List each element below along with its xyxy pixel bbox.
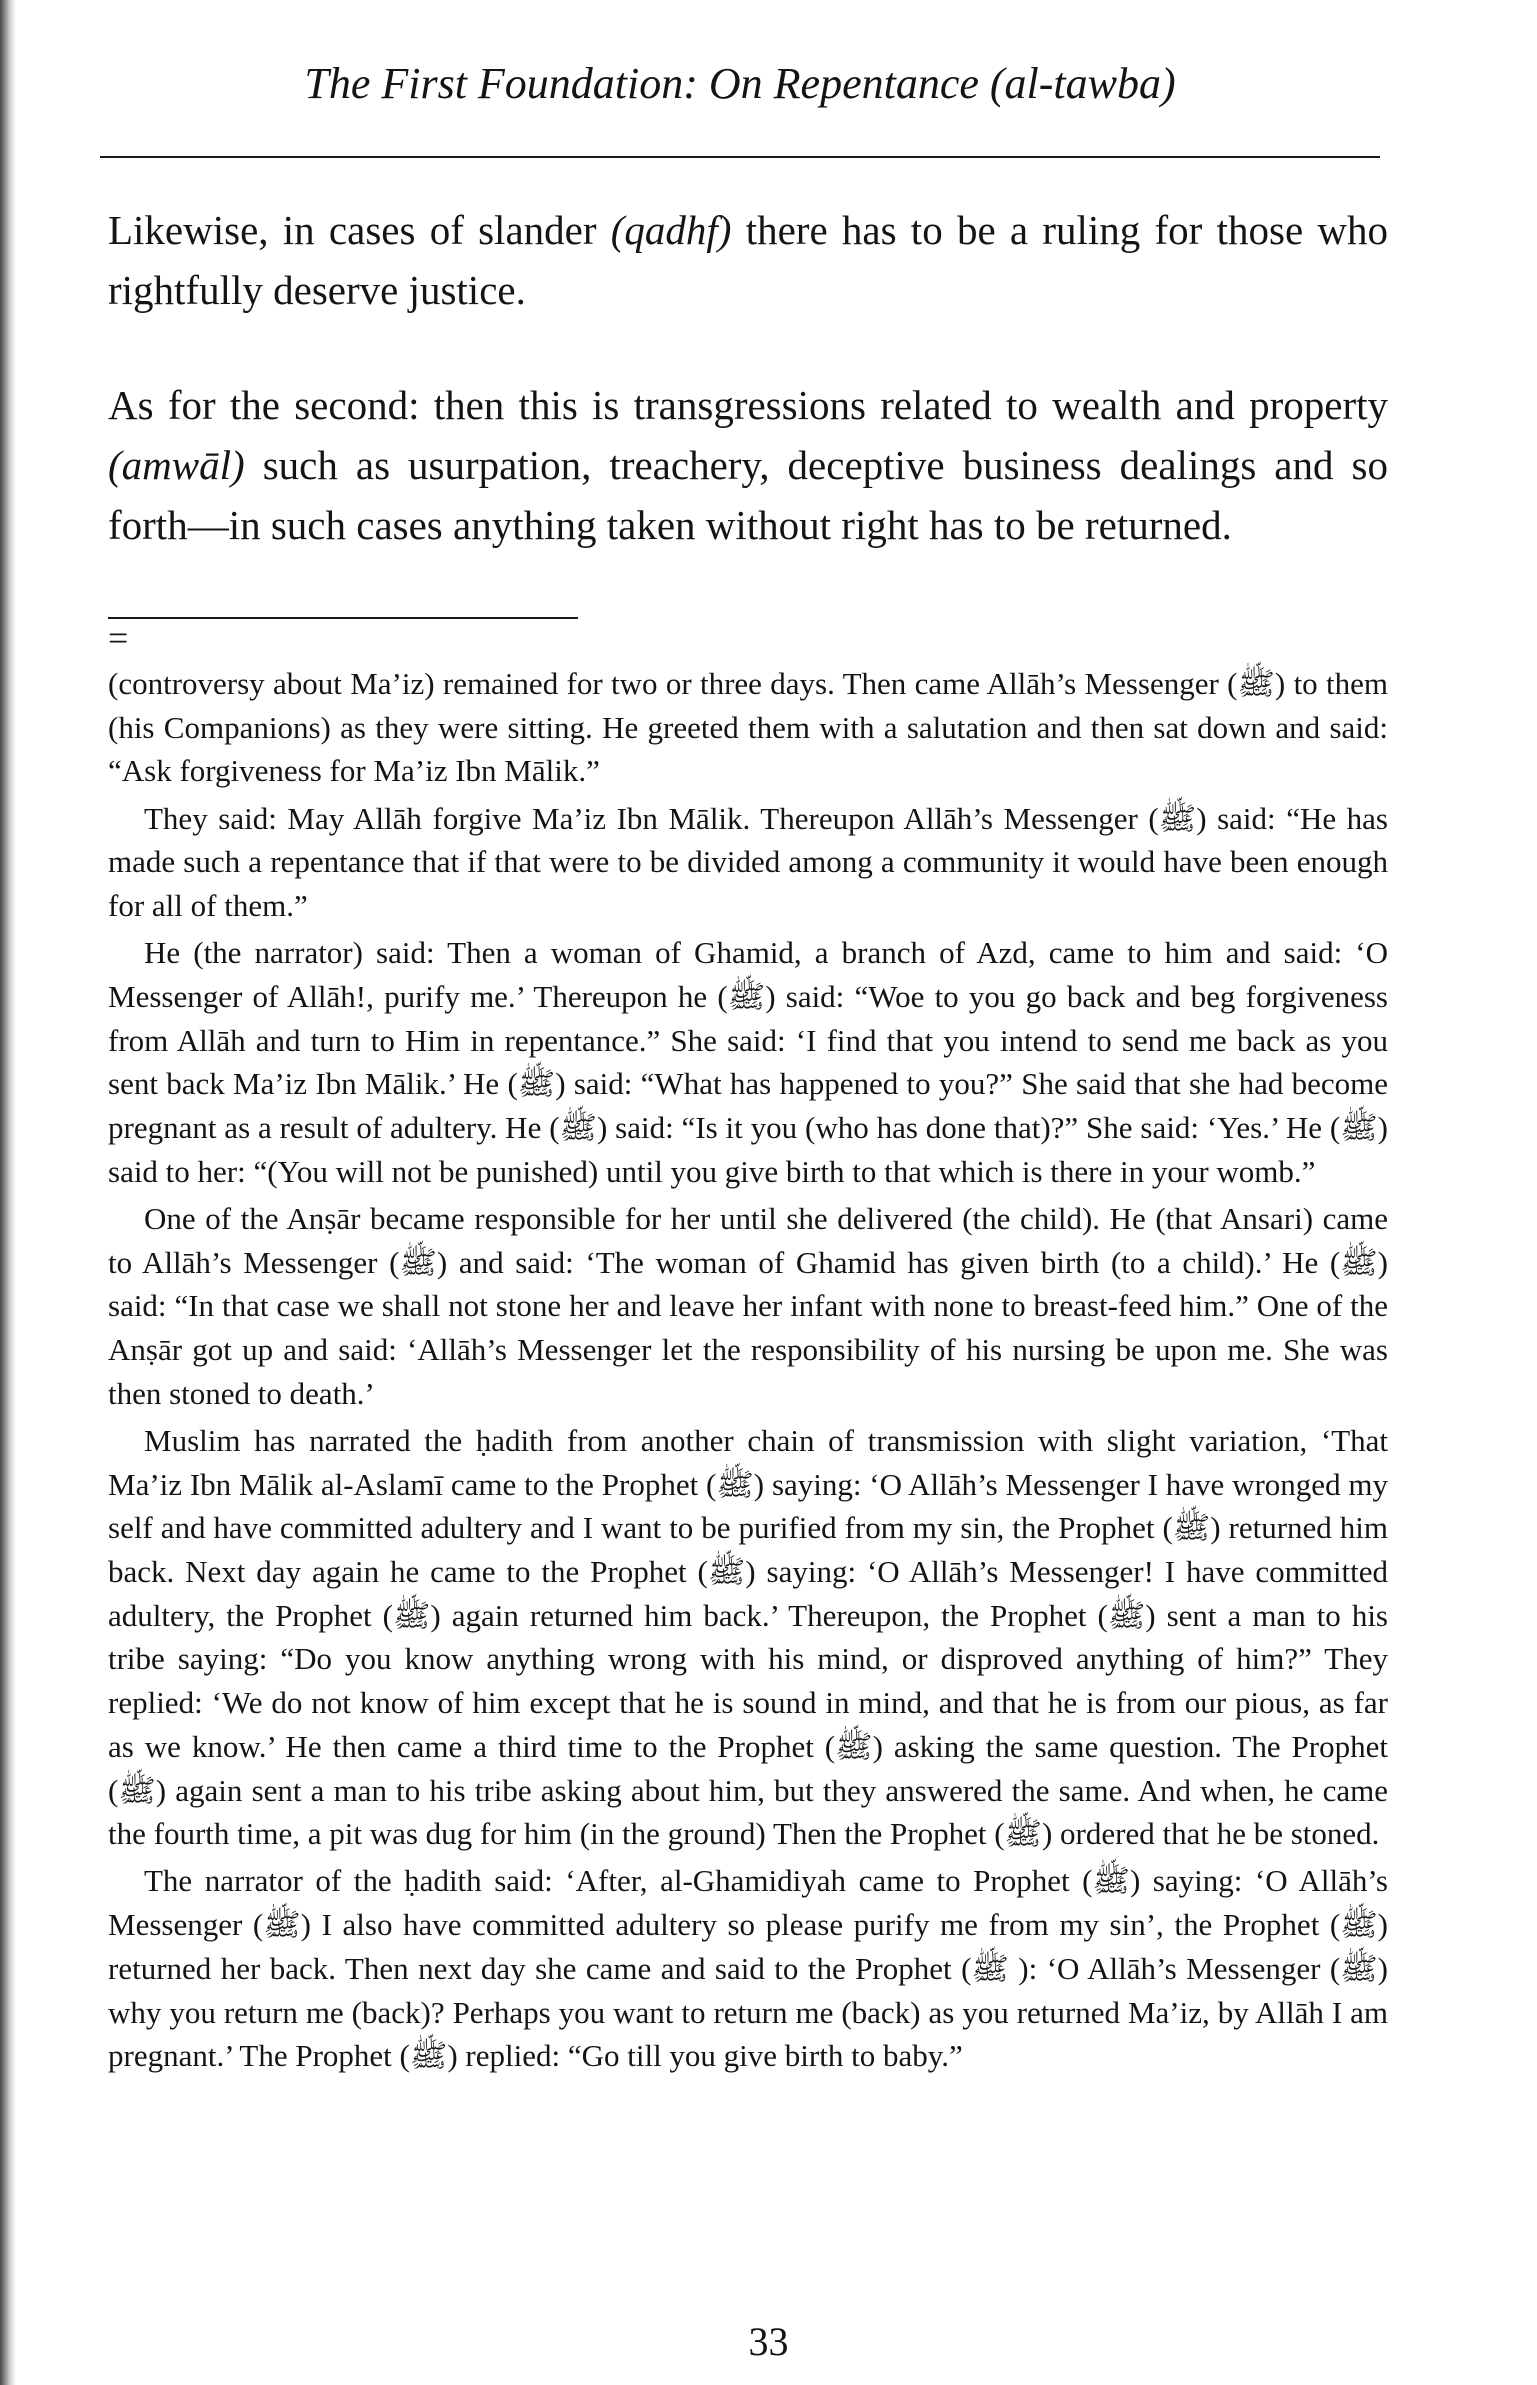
footnote-continuation-marker: = <box>108 618 129 658</box>
footnote-paragraph-4: One of the Anṣār became responsible for her until she delivered (the child). He (that Ansari) came to Allāh’s Messenger (ﷺ) and said: ‘The woman of Ghamid has given birth (to a child).’ He (ﷺ) said: “In that case we shall not stone her and leave her infant with none to breast-feed him.” One of the Anṣār got up and said: ‘Allāh’s Messenger let the responsibility of his nursing be upon me. She was then stoned to death.’ <box>108 1200 1388 1411</box>
footnote-paragraph-5: Muslim has narrated the ḥadith from another chain of transmission with slight variation, ‘That Ma’iz Ibn Mālik al-Aslamī came to the Prophet (ﷺ) saying: ‘O Allāh’s Messenger I have wronged my self and have committed adultery and I want to be purified from my sin, the Prophet (ﷺ) returned him back. Next day again he came to the Prophet (ﷺ) saying: ‘O Allāh’s Messenger! I have committed adultery, the Prophet (ﷺ) again returned him back.’ Thereupon, the Prophet (ﷺ) sent a man to his tribe saying: “Do you know anything wrong with his mind, or disproved anything of him?” They replied: ‘We do not know of him except that he is sound in mind, and that he is from our pious, as far as we know.’ He then came a third time to the Prophet (ﷺ) asking the same question. The Prophet (ﷺ) again sent a man to his tribe asking about him, but they answered the same. And when, he came the fourth time, a pit was dug for him (in the ground) Then the Prophet (ﷺ) ordered that he be stoned. <box>108 1422 1388 1852</box>
main-paragraph-2 <box>108 375 1388 555</box>
footnote-rule <box>108 617 578 619</box>
main-paragraph-1-text-b: there has to be a ruling for those who rightfully deserve justice. <box>108 207 1388 313</box>
page-spine-shadow <box>0 0 16 2385</box>
term-qadhf: (qadhf) <box>610 207 732 253</box>
running-head: The First Foundation: On Repentance (al-tawba) <box>304 59 1176 108</box>
main-paragraph-2-text-b: such as usurpation, treachery, deceptive business dealings and so forth—in such cases anything taken without right has to be returned. <box>108 442 1388 548</box>
header-rule <box>100 156 1380 158</box>
footnote-paragraph-3: He (the narrator) said: Then a woman of Ghamid, a branch of Azd, came to him and said: ‘O Messenger of Allāh!, purify me.’ Thereupon he (ﷺ) said: “Woe to you go back and beg forgiveness from Allāh and turn to Him in repentance.” She said: ‘I find that you intend to send me back as you sent back Ma’iz Ibn Mālik.’ He (ﷺ) said: “What has happened to you?” She said that she had become pregnant as a result of adultery. He (ﷺ) said: “Is it you (who has done that)?” She said: ‘Yes.’ He (ﷺ) said to her: “(You will not be punished) until you give birth to that which is there in your womb.” <box>108 935 1388 1189</box>
footnote-paragraph-2: They said: May Allāh forgive Ma’iz Ibn Mālik. Thereupon Allāh’s Messenger (ﷺ) said: “He has made such a repentance that if that were to be divided among a community it would have been enough for all of them.” <box>108 800 1388 924</box>
page-number: 33 <box>748 2319 789 2364</box>
main-paragraph-1-text-a: Likewise, in cases of slander <box>108 207 611 253</box>
term-amwal: (amwāl) <box>108 442 245 488</box>
footnote-paragraph-1: (controversy about Ma’iz) remained for two or three days. Then came Allāh’s Messenger (ﷺ) to them (his Companions) as they were sitting. He greeted them with a salutation and then sat down and said: “Ask forgiveness for Ma’iz Ibn Mālik.” <box>108 666 1389 789</box>
footnote-paragraph-6: The narrator of the ḥadith said: ‘After, al-Ghamidiyah came to Prophet (ﷺ) saying: ‘O Allāh’s Messenger (ﷺ) I also have committed adultery so please purify me from my sin’, the Prophet (ﷺ) returned her back. Then next day she came and said to the Prophet (ﷺ ): ‘O Allāh’s Messenger (ﷺ) why you return me (back)? Perhaps you want to return me (back) as you returned Ma’iz, by Allāh I am pregnant.’ The Prophet (ﷺ) replied: “Go till you give birth to baby.” <box>108 1863 1388 2074</box>
main-paragraph-1 <box>108 200 1388 320</box>
main-paragraph-2-text-a: As for the second: then this is transgressions related to wealth and property <box>108 382 1388 428</box>
footnote-block <box>108 662 1388 2082</box>
